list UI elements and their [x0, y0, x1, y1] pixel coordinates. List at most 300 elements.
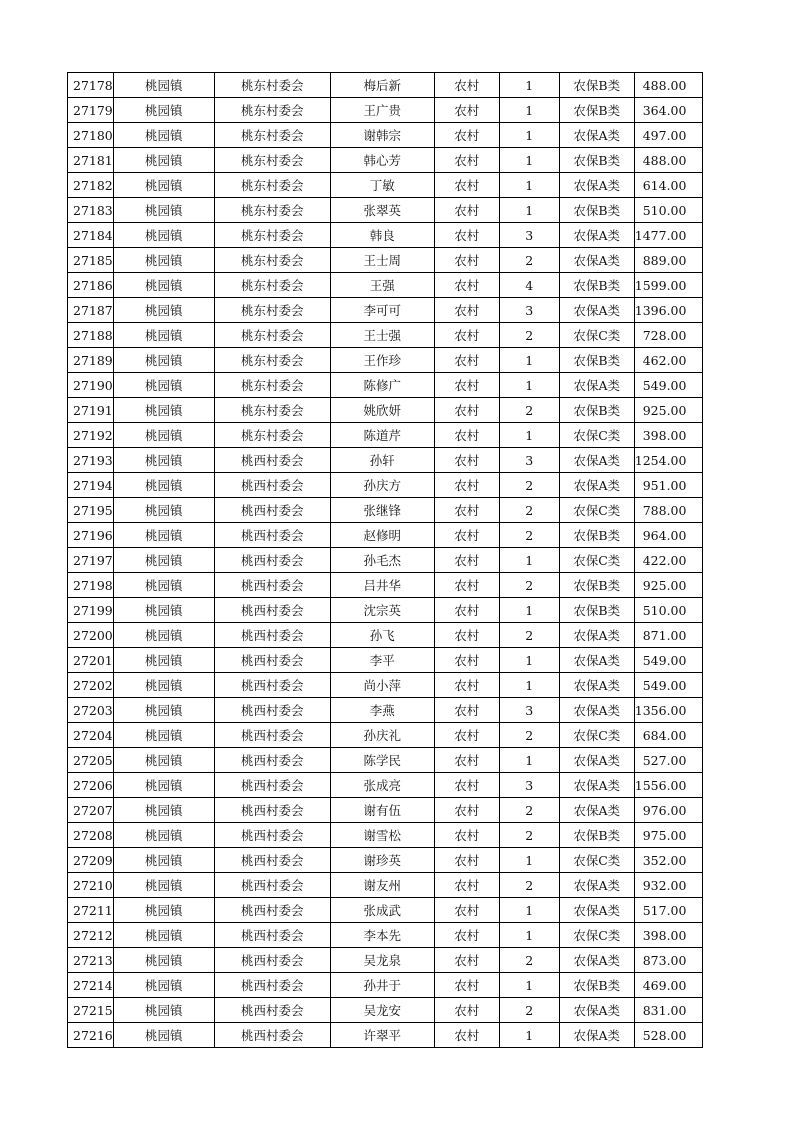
- cell-village: 桃东村委会: [214, 323, 330, 348]
- cell-count: 1: [499, 923, 559, 948]
- cell-village: 桃西村委会: [214, 548, 330, 573]
- cell-type: 农保A类: [559, 1023, 634, 1048]
- cell-id: 27196: [68, 523, 114, 548]
- cell-id: 27192: [68, 423, 114, 448]
- cell-count: 2: [499, 623, 559, 648]
- table-row: [68, 623, 703, 648]
- cell-name: 孙轩: [330, 448, 434, 473]
- cell-village: 桃西村委会: [214, 623, 330, 648]
- cell-name: 王强: [330, 273, 434, 298]
- cell-type: 农保B类: [559, 523, 634, 548]
- cell-area: 农村: [434, 723, 499, 748]
- cell-amount: 1556.00: [634, 773, 703, 798]
- cell-count: 3: [499, 698, 559, 723]
- cell-type: 农保C类: [559, 848, 634, 873]
- cell-amount: 549.00: [634, 673, 703, 698]
- table-row: [68, 798, 703, 823]
- cell-count: 2: [499, 398, 559, 423]
- cell-village: 桃东村委会: [214, 423, 330, 448]
- cell-name: 陈学民: [330, 748, 434, 773]
- cell-village: 桃东村委会: [214, 148, 330, 173]
- cell-id: 27209: [68, 848, 114, 873]
- table-row: [68, 598, 703, 623]
- cell-town: 桃园镇: [113, 948, 214, 973]
- cell-id: 27179: [68, 98, 114, 123]
- cell-village: 桃西村委会: [214, 923, 330, 948]
- cell-amount: 1396.00: [634, 298, 703, 323]
- cell-count: 1: [499, 173, 559, 198]
- cell-amount: 889.00: [634, 248, 703, 273]
- cell-amount: 398.00: [634, 923, 703, 948]
- cell-town: 桃园镇: [113, 373, 214, 398]
- cell-amount: 549.00: [634, 648, 703, 673]
- table-row: [68, 923, 703, 948]
- cell-id: 27199: [68, 598, 114, 623]
- cell-id: 27184: [68, 223, 114, 248]
- cell-town: 桃园镇: [113, 423, 214, 448]
- cell-count: 3: [499, 773, 559, 798]
- cell-amount: 488.00: [634, 148, 703, 173]
- cell-type: 农保A类: [559, 123, 634, 148]
- cell-area: 农村: [434, 773, 499, 798]
- table-row: [68, 398, 703, 423]
- cell-area: 农村: [434, 898, 499, 923]
- cell-type: 农保A类: [559, 248, 634, 273]
- cell-village: 桃东村委会: [214, 348, 330, 373]
- cell-name: 王士周: [330, 248, 434, 273]
- cell-name: 张成亮: [330, 773, 434, 798]
- cell-id: 27188: [68, 323, 114, 348]
- cell-area: 农村: [434, 573, 499, 598]
- cell-name: 吕井华: [330, 573, 434, 598]
- cell-area: 农村: [434, 148, 499, 173]
- table-row: [68, 973, 703, 998]
- cell-count: 1: [499, 373, 559, 398]
- cell-name: 王作珍: [330, 348, 434, 373]
- cell-count: 1: [499, 848, 559, 873]
- cell-type: 农保B类: [559, 573, 634, 598]
- cell-id: 27180: [68, 123, 114, 148]
- cell-type: 农保A类: [559, 948, 634, 973]
- cell-name: 韩良: [330, 223, 434, 248]
- table-row: [68, 198, 703, 223]
- cell-town: 桃园镇: [113, 498, 214, 523]
- cell-town: 桃园镇: [113, 448, 214, 473]
- cell-village: 桃西村委会: [214, 848, 330, 873]
- cell-amount: 364.00: [634, 98, 703, 123]
- cell-name: 吴龙泉: [330, 948, 434, 973]
- cell-name: 孙庆方: [330, 473, 434, 498]
- cell-amount: 469.00: [634, 973, 703, 998]
- cell-town: 桃园镇: [113, 173, 214, 198]
- cell-name: 张翠英: [330, 198, 434, 223]
- table-row: [68, 348, 703, 373]
- cell-count: 2: [499, 498, 559, 523]
- cell-area: 农村: [434, 648, 499, 673]
- cell-id: 27182: [68, 173, 114, 198]
- table-row: [68, 773, 703, 798]
- cell-count: 2: [499, 948, 559, 973]
- cell-name: 沈宗英: [330, 598, 434, 623]
- cell-town: 桃园镇: [113, 798, 214, 823]
- cell-count: 2: [499, 323, 559, 348]
- cell-village: 桃西村委会: [214, 998, 330, 1023]
- cell-village: 桃西村委会: [214, 773, 330, 798]
- cell-area: 农村: [434, 848, 499, 873]
- cell-town: 桃园镇: [113, 748, 214, 773]
- cell-town: 桃园镇: [113, 248, 214, 273]
- cell-area: 农村: [434, 798, 499, 823]
- cell-town: 桃园镇: [113, 723, 214, 748]
- table-row: [68, 173, 703, 198]
- cell-type: 农保A类: [559, 473, 634, 498]
- cell-name: 谢珍英: [330, 848, 434, 873]
- cell-village: 桃东村委会: [214, 73, 330, 98]
- cell-town: 桃园镇: [113, 648, 214, 673]
- cell-type: 农保C类: [559, 323, 634, 348]
- cell-area: 农村: [434, 473, 499, 498]
- cell-area: 农村: [434, 173, 499, 198]
- cell-id: 27191: [68, 398, 114, 423]
- cell-type: 农保B类: [559, 273, 634, 298]
- cell-id: 27195: [68, 498, 114, 523]
- cell-town: 桃园镇: [113, 223, 214, 248]
- cell-name: 孙飞: [330, 623, 434, 648]
- cell-count: 3: [499, 298, 559, 323]
- cell-count: 1: [499, 348, 559, 373]
- cell-village: 桃西村委会: [214, 823, 330, 848]
- cell-count: 2: [499, 573, 559, 598]
- cell-type: 农保B类: [559, 348, 634, 373]
- cell-area: 农村: [434, 598, 499, 623]
- cell-town: 桃园镇: [113, 548, 214, 573]
- cell-amount: 1599.00: [634, 273, 703, 298]
- cell-id: 27190: [68, 373, 114, 398]
- table-row: [68, 73, 703, 98]
- cell-type: 农保B类: [559, 598, 634, 623]
- cell-town: 桃园镇: [113, 323, 214, 348]
- table-row: [68, 698, 703, 723]
- cell-id: 27183: [68, 198, 114, 223]
- cell-area: 农村: [434, 873, 499, 898]
- cell-id: 27214: [68, 973, 114, 998]
- cell-amount: 873.00: [634, 948, 703, 973]
- cell-area: 农村: [434, 298, 499, 323]
- cell-type: 农保B类: [559, 148, 634, 173]
- cell-town: 桃园镇: [113, 348, 214, 373]
- cell-amount: 528.00: [634, 1023, 703, 1048]
- cell-area: 农村: [434, 98, 499, 123]
- cell-name: 赵修明: [330, 523, 434, 548]
- cell-id: 27216: [68, 1023, 114, 1048]
- cell-name: 许翠平: [330, 1023, 434, 1048]
- cell-id: 27204: [68, 723, 114, 748]
- cell-amount: 831.00: [634, 998, 703, 1023]
- cell-count: 2: [499, 523, 559, 548]
- table-row: [68, 523, 703, 548]
- cell-amount: 517.00: [634, 898, 703, 923]
- cell-name: 王士强: [330, 323, 434, 348]
- cell-name: 陈道芹: [330, 423, 434, 448]
- cell-amount: 964.00: [634, 523, 703, 548]
- cell-village: 桃西村委会: [214, 598, 330, 623]
- cell-area: 农村: [434, 348, 499, 373]
- table-row: [68, 723, 703, 748]
- cell-area: 农村: [434, 198, 499, 223]
- cell-name: 丁敏: [330, 173, 434, 198]
- cell-village: 桃东村委会: [214, 298, 330, 323]
- cell-town: 桃园镇: [113, 273, 214, 298]
- cell-town: 桃园镇: [113, 198, 214, 223]
- cell-type: 农保A类: [559, 673, 634, 698]
- table-row: [68, 323, 703, 348]
- cell-town: 桃园镇: [113, 848, 214, 873]
- cell-count: 1: [499, 673, 559, 698]
- cell-amount: 925.00: [634, 573, 703, 598]
- cell-name: 孙庆礼: [330, 723, 434, 748]
- table-row: [68, 373, 703, 398]
- cell-count: 1: [499, 973, 559, 998]
- cell-count: 1: [499, 748, 559, 773]
- cell-id: 27197: [68, 548, 114, 573]
- cell-amount: 975.00: [634, 823, 703, 848]
- cell-count: 1: [499, 98, 559, 123]
- cell-town: 桃园镇: [113, 973, 214, 998]
- cell-village: 桃东村委会: [214, 248, 330, 273]
- table-row: [68, 823, 703, 848]
- cell-name: 尚小萍: [330, 673, 434, 698]
- cell-count: 4: [499, 273, 559, 298]
- cell-id: 27194: [68, 473, 114, 498]
- cell-village: 桃东村委会: [214, 398, 330, 423]
- cell-village: 桃西村委会: [214, 973, 330, 998]
- table-row: [68, 948, 703, 973]
- cell-id: 27208: [68, 823, 114, 848]
- table-row: [68, 673, 703, 698]
- cell-count: 2: [499, 873, 559, 898]
- cell-amount: 951.00: [634, 473, 703, 498]
- cell-town: 桃园镇: [113, 523, 214, 548]
- table-row: [68, 998, 703, 1023]
- cell-village: 桃东村委会: [214, 123, 330, 148]
- cell-type: 农保A类: [559, 798, 634, 823]
- cell-amount: 510.00: [634, 198, 703, 223]
- cell-town: 桃园镇: [113, 873, 214, 898]
- cell-amount: 1254.00: [634, 448, 703, 473]
- cell-type: 农保B类: [559, 73, 634, 98]
- cell-count: 3: [499, 448, 559, 473]
- cell-area: 农村: [434, 73, 499, 98]
- table-row: [68, 298, 703, 323]
- cell-type: 农保A类: [559, 898, 634, 923]
- cell-count: 1: [499, 1023, 559, 1048]
- cell-area: 农村: [434, 273, 499, 298]
- cell-village: 桃西村委会: [214, 573, 330, 598]
- cell-village: 桃西村委会: [214, 723, 330, 748]
- cell-name: 谢雪松: [330, 823, 434, 848]
- cell-village: 桃西村委会: [214, 798, 330, 823]
- cell-village: 桃西村委会: [214, 523, 330, 548]
- table-row: [68, 473, 703, 498]
- cell-id: 27215: [68, 998, 114, 1023]
- cell-name: 谢有伍: [330, 798, 434, 823]
- cell-name: 吴龙安: [330, 998, 434, 1023]
- cell-name: 梅后新: [330, 73, 434, 98]
- cell-id: 27198: [68, 573, 114, 598]
- cell-type: 农保C类: [559, 498, 634, 523]
- table-body: [68, 73, 703, 1048]
- table-row: [68, 1023, 703, 1048]
- cell-village: 桃西村委会: [214, 748, 330, 773]
- cell-count: 1: [499, 73, 559, 98]
- cell-id: 27200: [68, 623, 114, 648]
- cell-id: 27186: [68, 273, 114, 298]
- cell-count: 1: [499, 598, 559, 623]
- cell-id: 27207: [68, 798, 114, 823]
- cell-id: 27202: [68, 673, 114, 698]
- cell-town: 桃园镇: [113, 473, 214, 498]
- cell-type: 农保C类: [559, 923, 634, 948]
- cell-village: 桃西村委会: [214, 498, 330, 523]
- cell-name: 谢友州: [330, 873, 434, 898]
- cell-village: 桃西村委会: [214, 1023, 330, 1048]
- cell-id: 27201: [68, 648, 114, 673]
- table-row: [68, 548, 703, 573]
- cell-id: 27210: [68, 873, 114, 898]
- table-row: [68, 273, 703, 298]
- cell-type: 农保C类: [559, 723, 634, 748]
- table-row: [68, 748, 703, 773]
- cell-area: 农村: [434, 923, 499, 948]
- table-row: [68, 898, 703, 923]
- table-row: [68, 223, 703, 248]
- cell-count: 2: [499, 798, 559, 823]
- cell-count: 1: [499, 548, 559, 573]
- cell-id: 27213: [68, 948, 114, 973]
- cell-type: 农保B类: [559, 823, 634, 848]
- cell-area: 农村: [434, 673, 499, 698]
- cell-id: 27205: [68, 748, 114, 773]
- table-row: [68, 873, 703, 898]
- cell-town: 桃园镇: [113, 73, 214, 98]
- cell-village: 桃东村委会: [214, 173, 330, 198]
- table-row: [68, 248, 703, 273]
- cell-area: 农村: [434, 523, 499, 548]
- cell-town: 桃园镇: [113, 148, 214, 173]
- cell-village: 桃西村委会: [214, 948, 330, 973]
- cell-name: 李燕: [330, 698, 434, 723]
- cell-type: 农保A类: [559, 773, 634, 798]
- cell-village: 桃西村委会: [214, 648, 330, 673]
- cell-area: 农村: [434, 498, 499, 523]
- cell-town: 桃园镇: [113, 823, 214, 848]
- cell-area: 农村: [434, 998, 499, 1023]
- cell-id: 27203: [68, 698, 114, 723]
- cell-amount: 614.00: [634, 173, 703, 198]
- cell-village: 桃东村委会: [214, 223, 330, 248]
- cell-town: 桃园镇: [113, 623, 214, 648]
- cell-area: 农村: [434, 623, 499, 648]
- cell-type: 农保A类: [559, 748, 634, 773]
- cell-count: 2: [499, 248, 559, 273]
- cell-name: 王广贵: [330, 98, 434, 123]
- cell-town: 桃园镇: [113, 898, 214, 923]
- cell-name: 陈修广: [330, 373, 434, 398]
- cell-area: 农村: [434, 423, 499, 448]
- cell-amount: 925.00: [634, 398, 703, 423]
- cell-name: 谢韩宗: [330, 123, 434, 148]
- cell-count: 1: [499, 648, 559, 673]
- cell-type: 农保A类: [559, 223, 634, 248]
- cell-count: 2: [499, 473, 559, 498]
- cell-area: 农村: [434, 823, 499, 848]
- cell-area: 农村: [434, 698, 499, 723]
- cell-type: 农保A类: [559, 173, 634, 198]
- cell-village: 桃东村委会: [214, 198, 330, 223]
- cell-area: 农村: [434, 973, 499, 998]
- cell-count: 2: [499, 998, 559, 1023]
- cell-amount: 1477.00: [634, 223, 703, 248]
- cell-area: 农村: [434, 223, 499, 248]
- cell-count: 3: [499, 223, 559, 248]
- cell-type: 农保A类: [559, 623, 634, 648]
- cell-amount: 527.00: [634, 748, 703, 773]
- cell-name: 李平: [330, 648, 434, 673]
- cell-amount: 352.00: [634, 848, 703, 873]
- cell-name: 李本先: [330, 923, 434, 948]
- cell-count: 2: [499, 723, 559, 748]
- table-row: [68, 573, 703, 598]
- cell-town: 桃园镇: [113, 698, 214, 723]
- cell-town: 桃园镇: [113, 98, 214, 123]
- cell-amount: 422.00: [634, 548, 703, 573]
- cell-village: 桃西村委会: [214, 898, 330, 923]
- cell-area: 农村: [434, 548, 499, 573]
- cell-amount: 788.00: [634, 498, 703, 523]
- cell-village: 桃东村委会: [214, 273, 330, 298]
- cell-count: 2: [499, 823, 559, 848]
- cell-name: 韩心芳: [330, 148, 434, 173]
- cell-count: 1: [499, 123, 559, 148]
- cell-name: 张成武: [330, 898, 434, 923]
- cell-area: 农村: [434, 748, 499, 773]
- cell-type: 农保A类: [559, 298, 634, 323]
- table-row: [68, 448, 703, 473]
- cell-type: 农保A类: [559, 873, 634, 898]
- cell-area: 农村: [434, 1023, 499, 1048]
- cell-town: 桃园镇: [113, 673, 214, 698]
- cell-amount: 976.00: [634, 798, 703, 823]
- cell-area: 农村: [434, 248, 499, 273]
- cell-area: 农村: [434, 398, 499, 423]
- cell-amount: 549.00: [634, 373, 703, 398]
- cell-village: 桃西村委会: [214, 673, 330, 698]
- cell-village: 桃西村委会: [214, 473, 330, 498]
- cell-count: 1: [499, 423, 559, 448]
- cell-amount: 497.00: [634, 123, 703, 148]
- cell-id: 27181: [68, 148, 114, 173]
- cell-amount: 510.00: [634, 598, 703, 623]
- table-row: [68, 148, 703, 173]
- cell-count: 1: [499, 198, 559, 223]
- cell-town: 桃园镇: [113, 573, 214, 598]
- cell-town: 桃园镇: [113, 773, 214, 798]
- cell-village: 桃西村委会: [214, 698, 330, 723]
- table-row: [68, 98, 703, 123]
- cell-type: 农保B类: [559, 973, 634, 998]
- cell-name: 姚欣妍: [330, 398, 434, 423]
- table-row: [68, 423, 703, 448]
